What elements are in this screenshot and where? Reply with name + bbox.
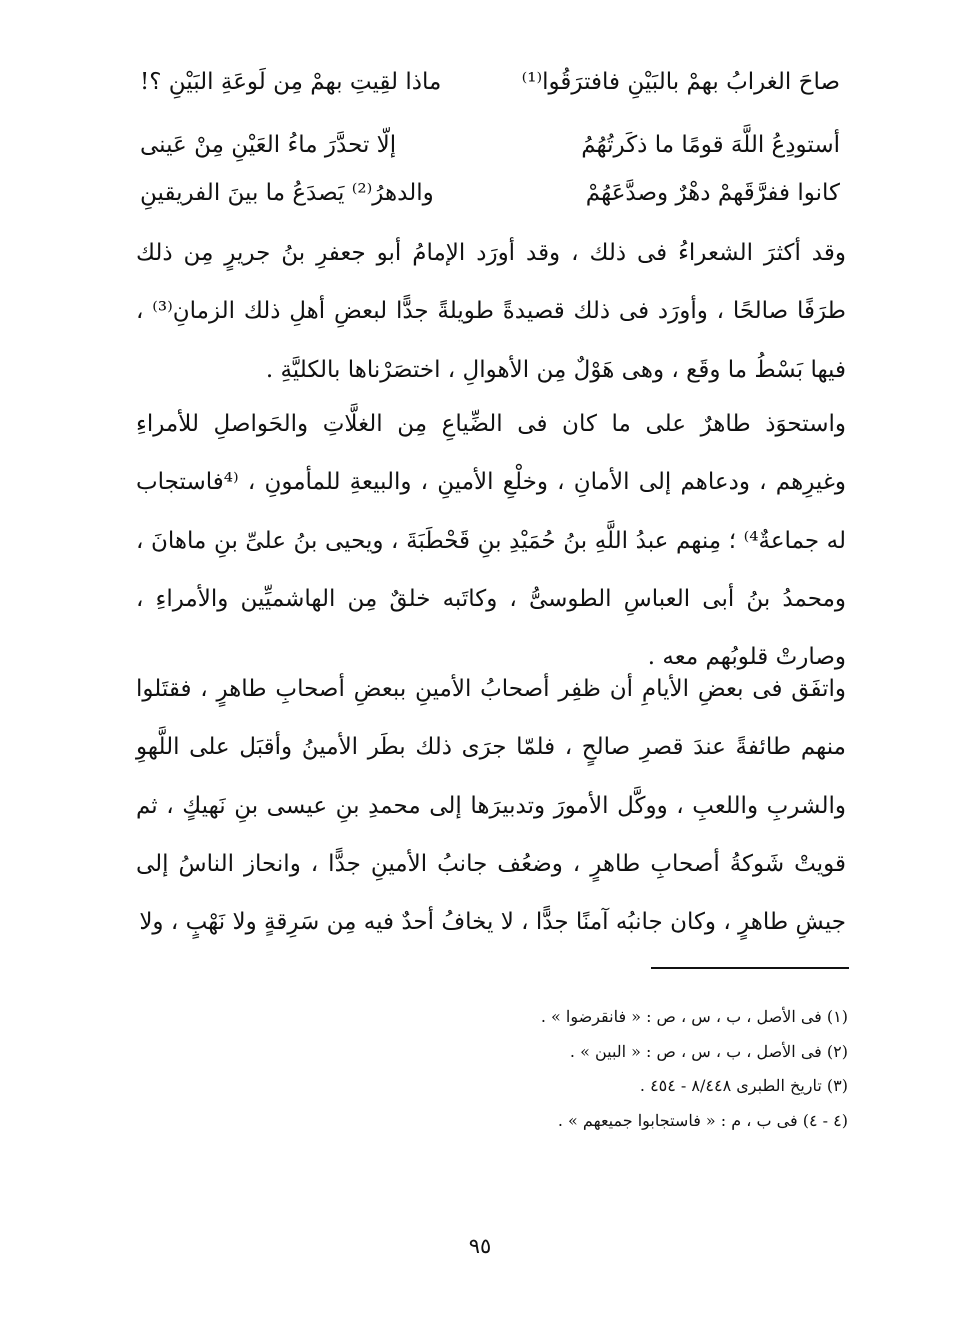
footnote: (٢) فى الأصل ، ب ، س ، ص : « البين » . <box>569 1041 848 1061</box>
footnote: (٤ - ٤) فى ب ، م : « فاستجابوا جميعهم » . <box>557 1110 848 1130</box>
verse-line <box>140 54 840 110</box>
footnote: (١) فى الأصل ، ب ، س ، ص : « فانقرضوا » . <box>540 1007 848 1026</box>
verse-first-hemistich: صاحَ الغرابُ بهمْ بالبَيْنِ فافترَقُوا⁽¹⁾ <box>521 69 840 95</box>
verse-second-hemistich: إلّا تحدَّرَ ماءُ العَيْنِ مِنْ عَينى <box>140 132 397 158</box>
paragraph: وقد أكثرَ الشعراءُ فى ذلك ، وقد أورَد الإمامُ أبو جعفرِ بنُ جريرٍ مِن ذلك طرَفًا صالحًا ، وأورَد فى ذلك قصيدةً طويلةً جدًّا لبعضِ أهلِ ذلك الزمانِ⁽³⁾ ، فيها بَسْطُ ما وقَع ، وهى هَوْلٌ مِن الأهوالِ ، اختصَرْناها بالكليَّةِ . <box>136 240 846 383</box>
footnote: (٣) تاريخ الطبرى ٨/٤٤٨ - ٤٥٤ . <box>639 1076 848 1095</box>
verse-line <box>140 165 840 221</box>
verse-first-hemistich: أستودِعُ اللَّهَ قومًا ما ذكَرتُهُمُ <box>581 132 840 158</box>
paragraph: واتفَق فى بعضِ الأيامِ أن ظفِر أصحابُ الأمينِ ببعضِ أصحابِ طاهرٍ ، فقتَلوا منهم طائفةً عندَ قصرِ صالحٍ ، فلمّا جرَى ذلك بطَر الأمينُ وأقبَل على اللَّهوِ والشربِ واللعبِ ، ووكَّل الأمورَ وتدبيرَها إلى محمدِ بنِ عيسى بنِ نَهيكٍ ، ثم قويتْ شَوكةُ أصحابِ طاهرٍ ، وضعُف جانبُ الأمينِ جدًّا ، وانحاز الناسُ إلى جيشِ طاهرٍ ، وكان جانبُه آمنًا جدًّا ، لا يخافُ أحدٌ فيه مِن سَرِقةٍ ولا نَهْبٍ ، ولا <box>136 676 846 936</box>
verse-first-hemistich: كانوا ففرَّقَهمْ دهْرٌ وصدَّعَهُمْ <box>585 180 840 206</box>
verse-second-hemistich: ماذا لقِيتِ بهمْ مِن لَوعَةِ البَيْنِ ؟! <box>140 69 442 95</box>
paragraph: واستحوَذ طاهرٌ على ما كان فى الضِّياعِ مِن الغلَّاتِ والحَواصلِ للأمراءِ وغيرِهم ، ودعاهم إلى الأمانِ ، وخلْعِ الأمينِ ، والبيعةِ للمأمونِ ، ⁽⁴فاستجاب له جماعةٌ⁴⁾ ؛ مِنهم عبدُ اللَّهِ بنُ حُمَيْدِ بنِ قَحْطَبَةَ ، ويحيى بنُ علىِّ بنِ ماهانَ ، ومحمدُ بنُ أبى العباسِ الطوسىُّ ، وكاتَبه خلقٌ مِن الهاشميِّين والأمراءِ ، وصارتْ قلوبُهم معه . <box>136 411 846 671</box>
footnotes <box>380 1000 848 1138</box>
verse-second-hemistich: والدهرُ⁽²⁾ يَصدَعُ ما بينَ الفريقينِ <box>140 180 434 206</box>
page-number: ٩٥ <box>468 1234 492 1258</box>
footnote-divider <box>651 967 849 969</box>
